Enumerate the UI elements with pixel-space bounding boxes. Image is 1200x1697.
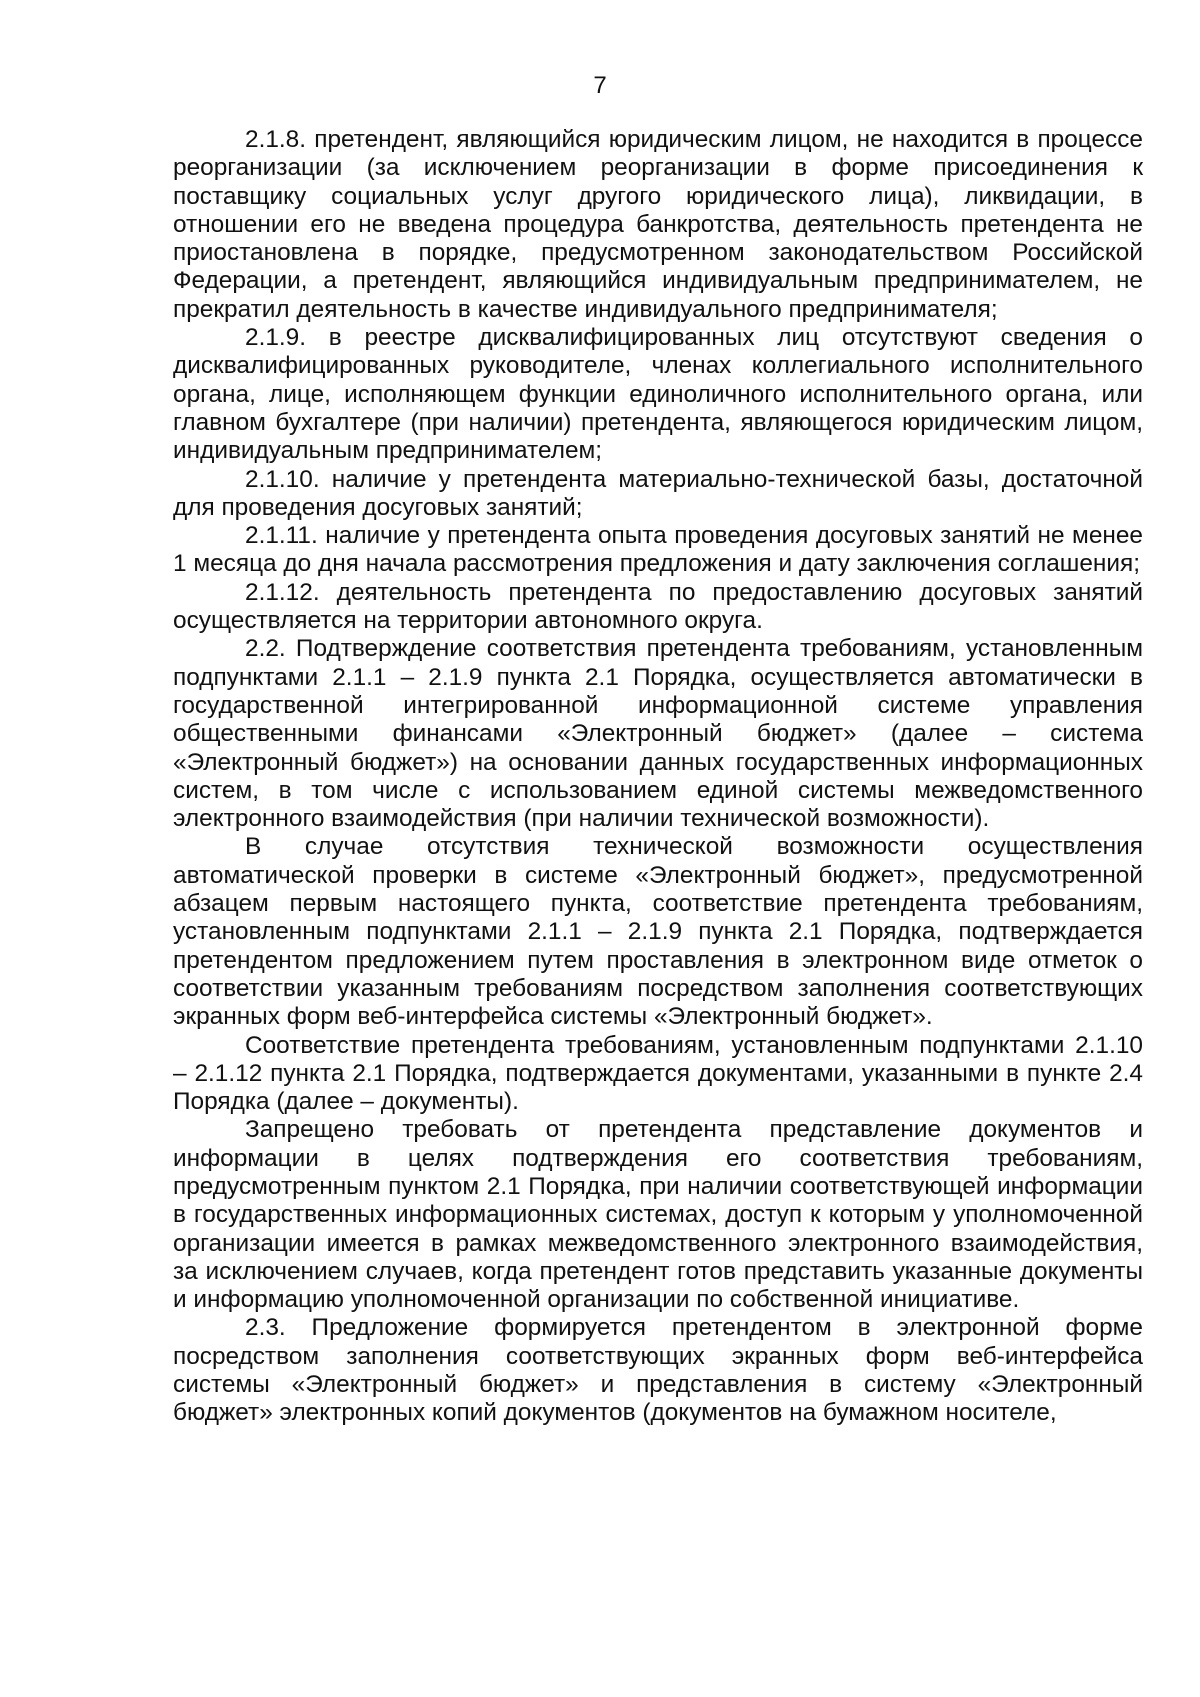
paragraph-2-1-10: 2.1.10. наличие у претендента материально-технической базы, достаточной для проведения досуговых занятий; [173,465,1143,521]
paragraph-2-1-8: 2.1.8. претендент, являющийся юридическим лицом, не находится в процессе реорганизации (за исключением реорганизации в форме присоединения к поставщику социальных услуг другого юридического лица), ликвидации, в отношении его не введена процедура банкротства, деятельность претендента не приостановлена в порядке, предусмотренном законодательством Российской Федерации, а претендент, являющийся индивидуальным предпринимателем, не прекратил деятельность в качестве индивидуального предпринимателя; [173,126,1143,323]
document-body [173,126,1143,1428]
paragraph-2-1-12: 2.1.12. деятельность претендента по предоставлению досуговых занятий осуществляется на территории автономного округа. [173,578,1143,635]
paragraph-2-2-compliance-documents: Соответствие претендента требованиям, установленным подпунктами 2.1.10 – 2.1.12 пункта 2.1 Порядка, подтверждается документами, указанными в пункте 2.4 Порядка (далее – документы). [173,1031,1143,1116]
paragraph-2-2: 2.2. Подтверждение соответствия претендента требованиям, установленным подпунктами 2.1.1 – 2.1.9 пункта 2.1 Порядка, осуществляется автоматически в государственной интегрированной информационной системе управления общественными финансами «Электронный бюджет» (далее – система «Электронный бюджет») на основании данных государственных информационных систем, в том числе с использованием единой системы межведомственного электронного взаимодействия (при наличии технической возможности). [173,635,1143,833]
paragraph-2-2-prohibition: Запрещено требовать от претендента представление документов и информации в целях подтверждения его соответствия требованиям, предусмотренным пунктом 2.1 Порядка, при наличии соответствующей информации в государственных информационных системах, доступ к которым у уполномоченной организации имеется в рамках межведомственного электронного взаимодействия, за исключением случаев, когда претендент готов представить указанные документы и информацию уполномоченной организации по собственной инициативе. [173,1116,1143,1314]
paragraph-2-2-no-technical-possibility: В случае отсутствия технической возможности осуществления автоматической проверки в системе «Электронный бюджет», предусмотренной абзацем первым настоящего пункта, соответствие претендента требованиям, установленным подпунктами 2.1.1 – 2.1.9 пункта 2.1 Порядка, подтверждается претендентом предложением путем проставления в электронном виде отметок о соответствии указанным требованиям посредством заполнения соответствующих экранных форм веб-интерфейса системы «Электронный бюджет». [173,833,1143,1031]
paragraph-2-1-11: 2.1.11. наличие у претендента опыта проведения досуговых занятий не менее 1 месяца до дня начала рассмотрения предложения и дату заключения соглашения; [173,522,1143,578]
paragraph-2-3: 2.3. Предложение формируется претендентом в электронной форме посредством заполнения соответствующих экранных форм веб-интерфейса системы «Электронный бюджет» и представления в систему «Электронный бюджет» электронных копий документов (документов на бумажном носителе, [173,1314,1143,1427]
page-number: 7 [593,72,607,99]
paragraph-2-1-9: 2.1.9. в реестре дисквалифицированных лиц отсутствуют сведения о дисквалифицированных руководителе, членах коллегиального исполнительного органа, лице, исполняющем функции единоличного исполнительного органа, или главном бухгалтере (при наличии) претендента, являющегося юридическим лицом, индивидуальным предпринимателем; [173,324,1143,465]
